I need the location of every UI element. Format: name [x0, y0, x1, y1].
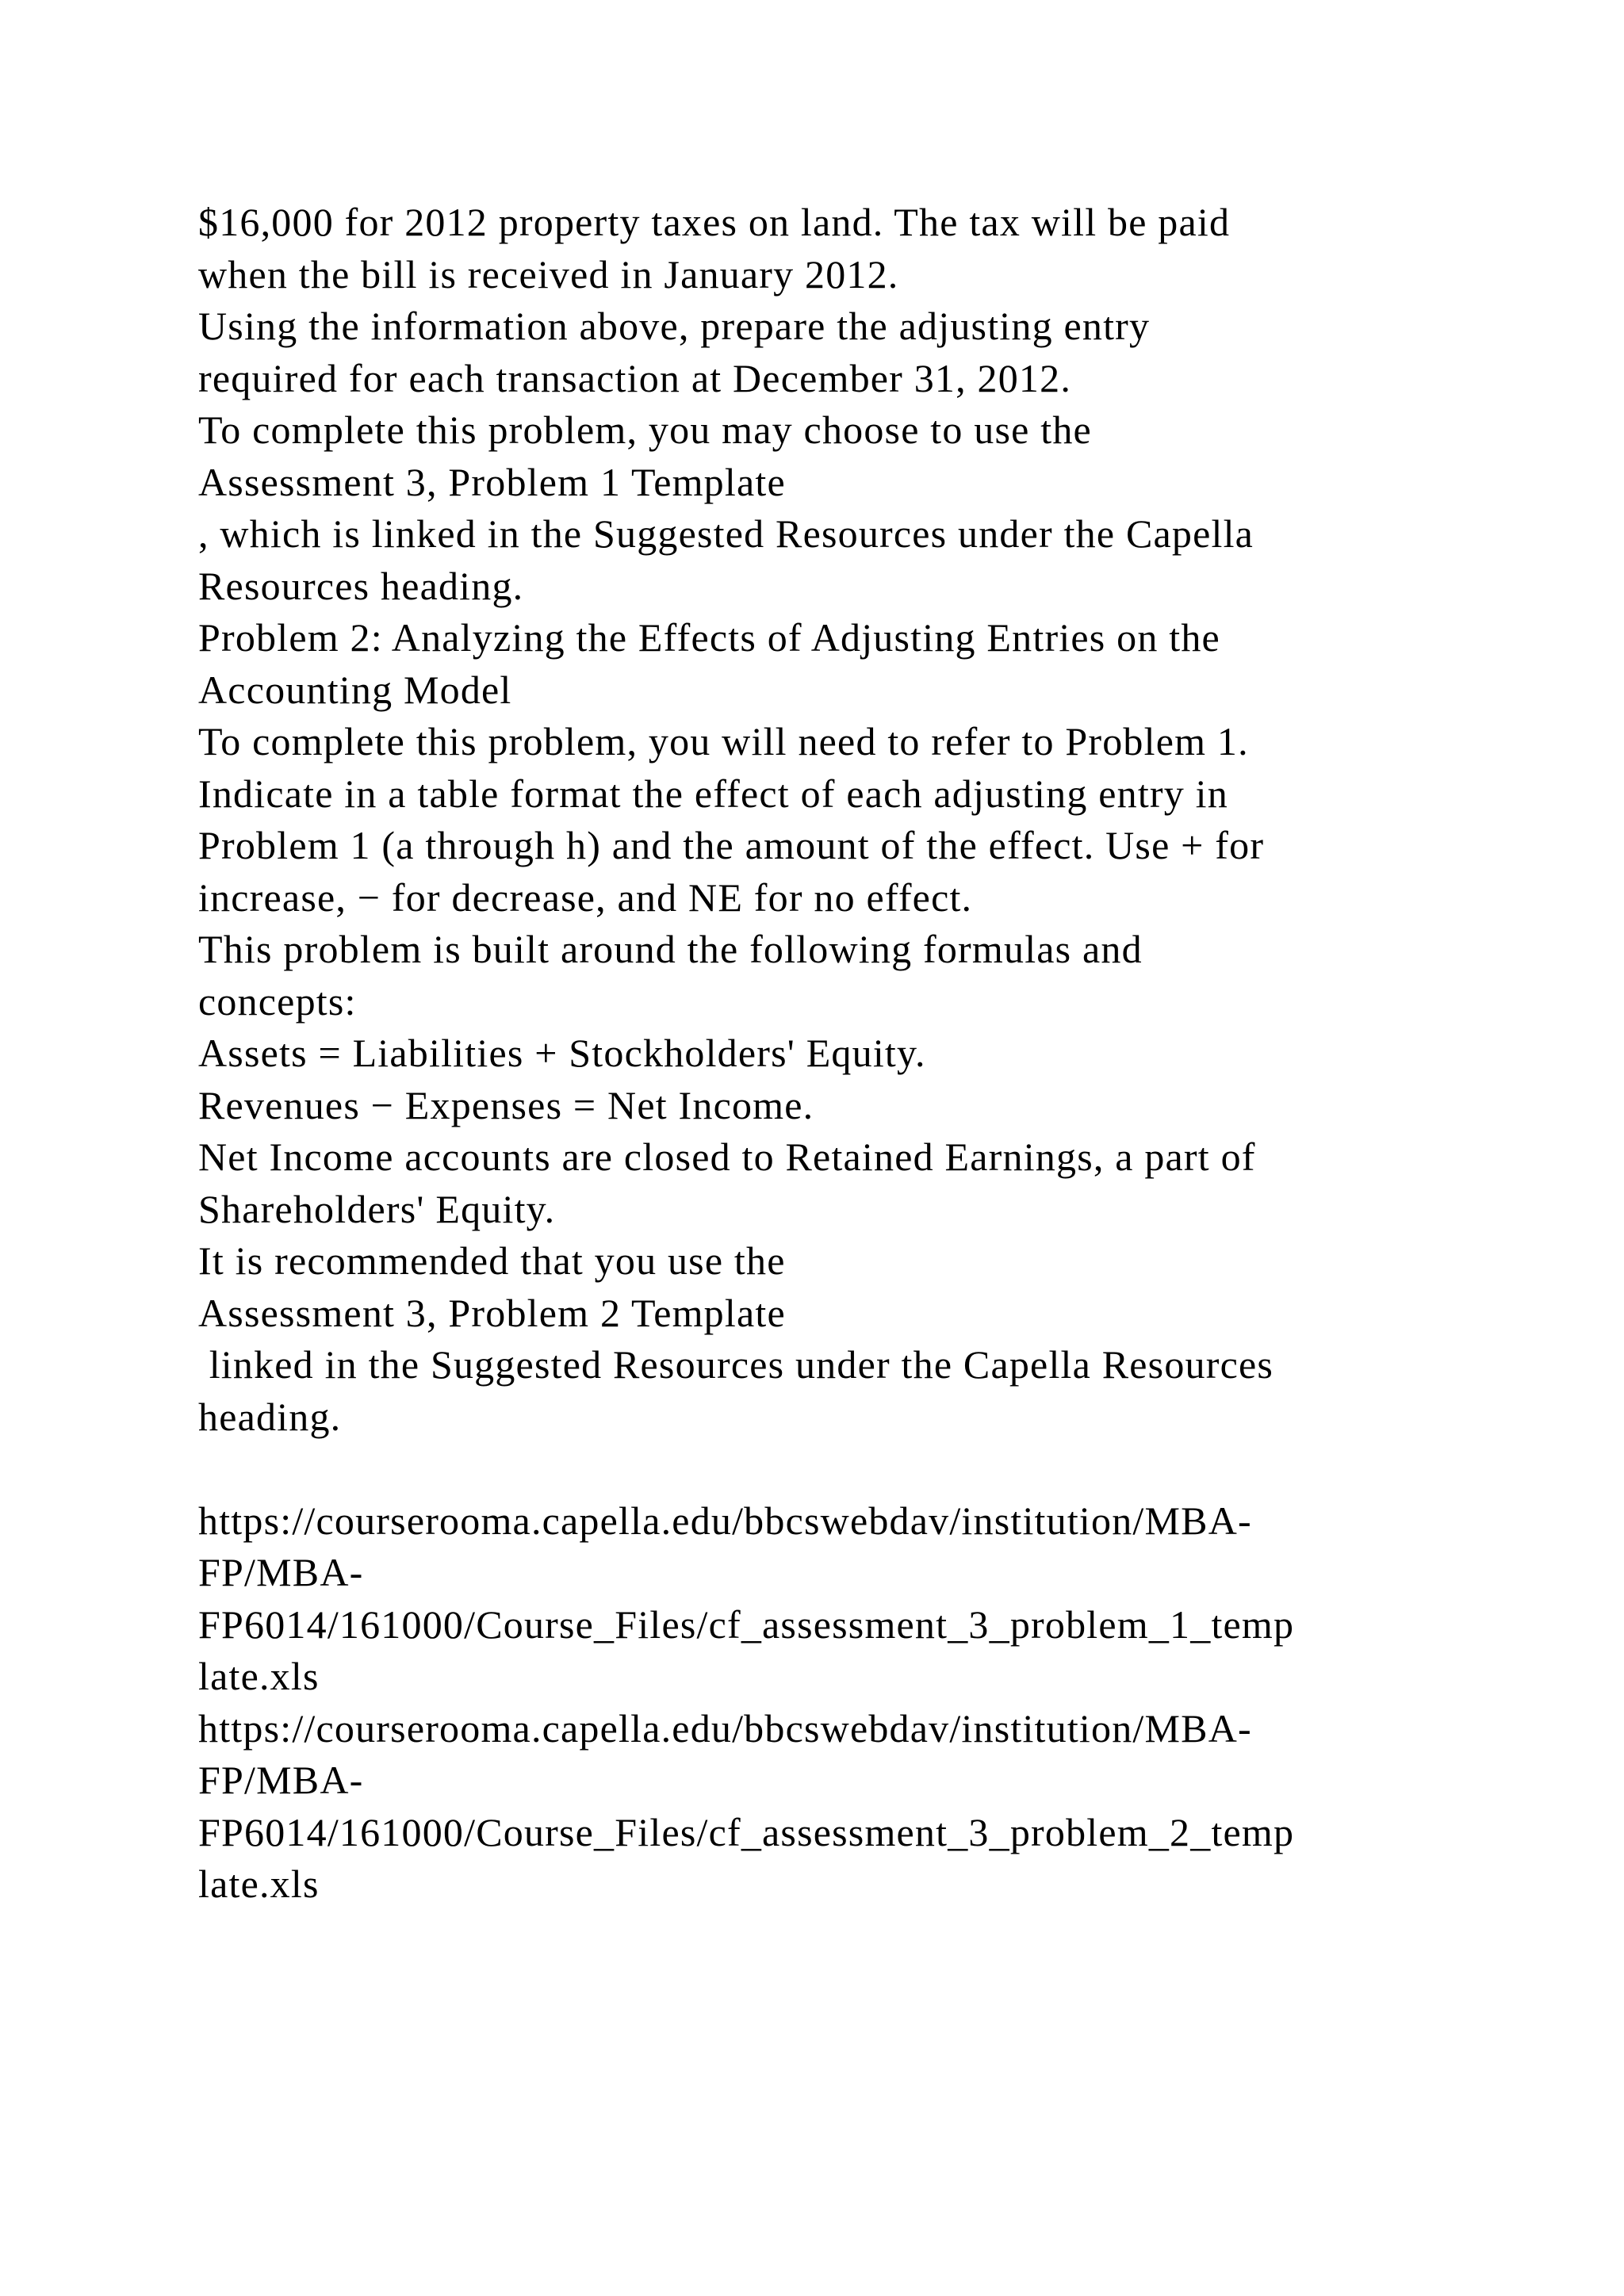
text-line: This problem is built around the following formulas and [198, 927, 1143, 971]
template-2-url: FP6014/161000/Course_Files/cf_assessment_3_problem_2_temp [198, 1809, 1295, 1854]
text-line: $16,000 for 2012 property taxes on land. The tax will be paid [198, 200, 1231, 244]
text-line: Net Income accounts are closed to Retained Earnings, a part of [198, 1135, 1256, 1179]
text-line: It is recommended that you use the [198, 1238, 786, 1283]
template-2-url: FP/MBA- [198, 1758, 364, 1802]
problem-2-heading: Accounting Model [198, 667, 512, 712]
text-line: Assessment 3, Problem 1 Template [198, 459, 786, 504]
template-1-url: https://courserooma.capella.edu/bbcswebdav/institution/MBA- [198, 1498, 1252, 1543]
template-2-url: late.xls [198, 1862, 320, 1906]
template-2-url: https://courserooma.capella.edu/bbcswebdav/institution/MBA- [198, 1705, 1252, 1751]
template-1-url: late.xls [198, 1654, 320, 1698]
text-line: increase, − for decrease, and NE for no effect. [198, 874, 973, 920]
text-line: To complete this problem, you may choose to use the [198, 408, 1092, 452]
blank-line [198, 1443, 1435, 1495]
text-line: linked in the Suggested Resources under the Capella Resources [198, 1342, 1274, 1387]
text-line: , which is linked in the Suggested Resources under the Capella [198, 511, 1254, 556]
text-line: Shareholders' Equity. [198, 1186, 556, 1231]
text-line: Problem 1 (a through h) and the amount of the effect. Use + for [198, 823, 1265, 867]
text-line: To complete this problem, you will need to refer to Problem 1. [198, 719, 1249, 763]
text-line: concepts: [198, 978, 357, 1024]
formula-line: Assets = Liabilities + Stockholders' Equity. [198, 1031, 926, 1075]
text-line: Resources heading. [198, 563, 524, 608]
text-line: Using the information above, prepare the adjusting entry [198, 304, 1151, 348]
text-line: Indicate in a table format the effect of each adjusting entry in [198, 771, 1228, 816]
text-line: heading. [198, 1394, 342, 1439]
template-1-url: FP6014/161000/Course_Files/cf_assessment_3_problem_1_temp [198, 1601, 1295, 1647]
text-line: when the bill is received in January 2012. [198, 251, 899, 297]
document-body [198, 197, 1435, 1911]
formula-line: Revenues − Expenses = Net Income. [198, 1082, 814, 1127]
text-line: required for each transaction at December 31, 2012. [198, 355, 1072, 400]
problem-2-heading: Problem 2: Analyzing the Effects of Adjusting Entries on the [198, 615, 1220, 660]
template-1-url: FP/MBA- [198, 1550, 364, 1594]
text-line: Assessment 3, Problem 2 Template [198, 1290, 786, 1335]
